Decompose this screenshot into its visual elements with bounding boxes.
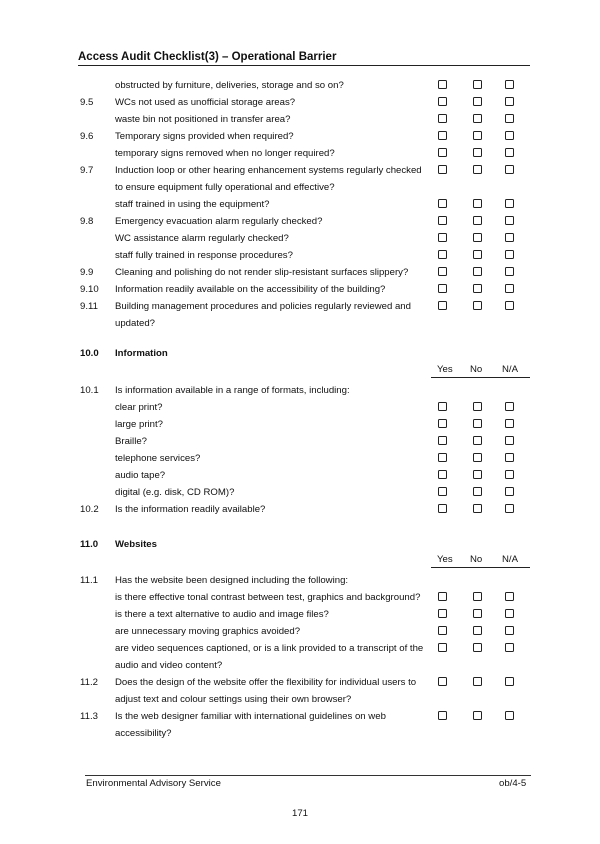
na-checkbox[interactable] <box>505 592 514 601</box>
checklist-row <box>0 484 600 501</box>
na-checkbox[interactable] <box>505 233 514 242</box>
checklist-row <box>0 623 600 640</box>
checklist-row <box>0 179 600 196</box>
no-checkbox[interactable] <box>473 250 482 259</box>
item-text: Building management procedures and policies regularly reviewed and <box>115 301 411 312</box>
no-checkbox[interactable] <box>473 470 482 479</box>
item-number: 9.10 <box>80 284 99 295</box>
na-checkbox[interactable] <box>505 470 514 479</box>
page-number: 171 <box>291 808 308 819</box>
checklist-row <box>0 467 600 484</box>
yes-checkbox[interactable] <box>438 643 447 652</box>
item-number: 9.7 <box>80 165 94 176</box>
no-checkbox[interactable] <box>473 148 482 157</box>
item-text: Emergency evacuation alarm regularly checked? <box>115 216 323 227</box>
na-checkbox[interactable] <box>505 419 514 428</box>
yes-checkbox[interactable] <box>438 402 447 411</box>
na-checkbox[interactable] <box>505 711 514 720</box>
no-checkbox[interactable] <box>473 114 482 123</box>
yes-checkbox[interactable] <box>438 592 447 601</box>
checklist-row <box>0 281 600 298</box>
item-text: are video sequences captioned, or is a link provided to a transcript of the <box>115 643 424 654</box>
no-checkbox[interactable] <box>473 199 482 208</box>
item-text: staff fully trained in response procedures? <box>115 250 293 261</box>
footer-rule <box>85 775 531 776</box>
item-text: audio tape? <box>115 470 166 481</box>
no-checkbox[interactable] <box>473 267 482 276</box>
item-text: Has the website been designed including the following: <box>115 575 349 586</box>
checklist-row <box>0 264 600 281</box>
no-checkbox[interactable] <box>473 677 482 686</box>
na-checkbox[interactable] <box>505 165 514 174</box>
checklist-row <box>0 145 600 162</box>
item-text: obstructed by furniture, deliveries, storage and so on? <box>115 80 344 91</box>
footer-ref: ob/4-5 <box>499 778 527 789</box>
item-text: waste bin not positioned in transfer area? <box>115 114 291 125</box>
col-na-header: N/A <box>502 364 518 375</box>
no-checkbox[interactable] <box>473 80 482 89</box>
item-text: Is the information readily available? <box>115 504 266 515</box>
checklist-row <box>0 162 600 179</box>
na-checkbox[interactable] <box>505 114 514 123</box>
no-checkbox[interactable] <box>473 609 482 618</box>
item-text: updated? <box>115 318 156 329</box>
yes-checkbox[interactable] <box>438 250 447 259</box>
yes-checkbox[interactable] <box>438 301 447 310</box>
item-text: adjust text and colour settings using their own browser? <box>115 694 352 705</box>
item-text: Information readily available on the accessibility of the building? <box>115 284 386 295</box>
no-checkbox[interactable] <box>473 97 482 106</box>
no-checkbox[interactable] <box>473 643 482 652</box>
item-number: 9.5 <box>80 97 94 108</box>
yes-checkbox[interactable] <box>438 114 447 123</box>
na-checkbox[interactable] <box>505 453 514 462</box>
no-checkbox[interactable] <box>473 131 482 140</box>
item-text: large print? <box>115 419 163 430</box>
checklist-row <box>0 674 600 691</box>
col-yes-header: Yes <box>437 554 453 565</box>
na-checkbox[interactable] <box>505 301 514 310</box>
item-text: Braille? <box>115 436 147 447</box>
item-number: 10.0 <box>80 348 99 359</box>
na-checkbox[interactable] <box>505 250 514 259</box>
yes-checkbox[interactable] <box>438 165 447 174</box>
yes-checkbox[interactable] <box>438 626 447 635</box>
checklist-row <box>0 111 600 128</box>
checklist-row <box>0 450 600 467</box>
item-text: WC assistance alarm regularly checked? <box>115 233 289 244</box>
checklist-row <box>0 416 600 433</box>
item-text: Is information available in a range of formats, including: <box>115 385 350 396</box>
item-text: telephone services? <box>115 453 201 464</box>
column-header-rule <box>431 377 530 378</box>
no-checkbox[interactable] <box>473 284 482 293</box>
item-number: 11.1 <box>80 575 98 586</box>
checklist-row <box>0 589 600 606</box>
checklist-row <box>0 572 600 589</box>
checklist-row <box>0 691 600 708</box>
col-na-header: N/A <box>502 554 518 565</box>
item-text: accessibility? <box>115 728 172 739</box>
yes-checkbox[interactable] <box>438 453 447 462</box>
no-checkbox[interactable] <box>473 453 482 462</box>
footer-org: Environmental Advisory Service <box>86 778 221 789</box>
yes-checkbox[interactable] <box>438 284 447 293</box>
no-checkbox[interactable] <box>473 487 482 496</box>
checklist-row <box>0 640 600 657</box>
item-number: 11.2 <box>80 677 98 688</box>
no-checkbox[interactable] <box>473 233 482 242</box>
na-checkbox[interactable] <box>505 216 514 225</box>
checklist-row <box>0 382 600 399</box>
yes-checkbox[interactable] <box>438 131 447 140</box>
item-number: 10.1 <box>80 385 99 396</box>
checklist-row <box>0 433 600 450</box>
checklist-row <box>0 725 600 742</box>
item-text: staff trained in using the equipment? <box>115 199 270 210</box>
item-number: 9.8 <box>80 216 94 227</box>
page-title: Access Audit Checklist(3) – Operational Barrier <box>78 51 337 63</box>
item-text: Does the design of the website offer the flexibility for individual users to <box>115 677 417 688</box>
no-checkbox[interactable] <box>473 626 482 635</box>
no-checkbox[interactable] <box>473 436 482 445</box>
na-checkbox[interactable] <box>505 504 514 513</box>
yes-checkbox[interactable] <box>438 487 447 496</box>
checklist-row <box>0 94 600 111</box>
na-checkbox[interactable] <box>505 80 514 89</box>
item-text: Is the web designer familiar with international guidelines on web <box>115 711 386 722</box>
no-checkbox[interactable] <box>473 592 482 601</box>
item-text: is there a text alternative to audio and image files? <box>115 609 329 620</box>
na-checkbox[interactable] <box>505 97 514 106</box>
col-yes-header: Yes <box>437 364 453 375</box>
item-text: Induction loop or other hearing enhancement systems regularly checked <box>115 165 422 176</box>
item-number: 10.2 <box>80 504 99 515</box>
checklist-row <box>0 298 600 315</box>
na-checkbox[interactable] <box>505 609 514 618</box>
na-checkbox[interactable] <box>505 677 514 686</box>
checklist-row <box>0 315 600 332</box>
item-text: Cleaning and polishing do not render slip-resistant surfaces slippery? <box>115 267 409 278</box>
yes-checkbox[interactable] <box>438 711 447 720</box>
yes-checkbox[interactable] <box>438 609 447 618</box>
checklist-row <box>0 399 600 416</box>
item-text: digital (e.g. disk, CD ROM)? <box>115 487 235 498</box>
yes-checkbox[interactable] <box>438 97 447 106</box>
yes-checkbox[interactable] <box>438 267 447 276</box>
item-number: 9.11 <box>80 301 98 312</box>
na-checkbox[interactable] <box>505 626 514 635</box>
no-checkbox[interactable] <box>473 402 482 411</box>
item-text: WCs not used as unofficial storage areas? <box>115 97 296 108</box>
na-checkbox[interactable] <box>505 148 514 157</box>
item-text: temporary signs removed when no longer required? <box>115 148 335 159</box>
header-rule <box>78 65 530 66</box>
checklist-row <box>0 708 600 725</box>
item-number: 9.9 <box>80 267 94 278</box>
checklist-row <box>0 606 600 623</box>
na-checkbox[interactable] <box>505 199 514 208</box>
checklist-row <box>0 77 600 94</box>
checklist-row <box>0 213 600 230</box>
checklist-row <box>0 128 600 145</box>
item-text: to ensure equipment fully operational and effective? <box>115 182 335 193</box>
checklist-row <box>0 501 600 518</box>
yes-checkbox[interactable] <box>438 504 447 513</box>
no-checkbox[interactable] <box>473 711 482 720</box>
no-checkbox[interactable] <box>473 216 482 225</box>
na-checkbox[interactable] <box>505 643 514 652</box>
yes-checkbox[interactable] <box>438 470 447 479</box>
item-number: 11.3 <box>80 711 98 722</box>
yes-checkbox[interactable] <box>438 436 447 445</box>
na-checkbox[interactable] <box>505 131 514 140</box>
na-checkbox[interactable] <box>505 402 514 411</box>
section-heading <box>0 345 600 362</box>
checklist-row <box>0 247 600 264</box>
item-text: clear print? <box>115 402 163 413</box>
item-text: Temporary signs provided when required? <box>115 131 294 142</box>
item-text: audio and video content? <box>115 660 223 671</box>
na-checkbox[interactable] <box>505 267 514 276</box>
na-checkbox[interactable] <box>505 284 514 293</box>
yes-checkbox[interactable] <box>438 419 447 428</box>
yes-checkbox[interactable] <box>438 233 447 242</box>
item-number: 9.6 <box>80 131 94 142</box>
item-text: is there effective tonal contrast between test, graphics and background? <box>115 592 421 603</box>
yes-checkbox[interactable] <box>438 80 447 89</box>
yes-checkbox[interactable] <box>438 216 447 225</box>
no-checkbox[interactable] <box>473 504 482 513</box>
item-number: 11.0 <box>80 539 99 550</box>
col-no-header: No <box>470 554 483 565</box>
section-heading <box>0 536 600 553</box>
yes-checkbox[interactable] <box>438 148 447 157</box>
no-checkbox[interactable] <box>473 419 482 428</box>
column-header-rule <box>431 567 530 568</box>
checklist-row <box>0 230 600 247</box>
item-text: Websites <box>115 539 157 550</box>
yes-checkbox[interactable] <box>438 199 447 208</box>
checklist-row <box>0 196 600 213</box>
na-checkbox[interactable] <box>505 487 514 496</box>
no-checkbox[interactable] <box>473 301 482 310</box>
yes-checkbox[interactable] <box>438 677 447 686</box>
col-no-header: No <box>470 364 483 375</box>
checklist-row <box>0 657 600 674</box>
item-text: Information <box>115 348 168 359</box>
na-checkbox[interactable] <box>505 436 514 445</box>
item-text: are unnecessary moving graphics avoided? <box>115 626 301 637</box>
no-checkbox[interactable] <box>473 165 482 174</box>
